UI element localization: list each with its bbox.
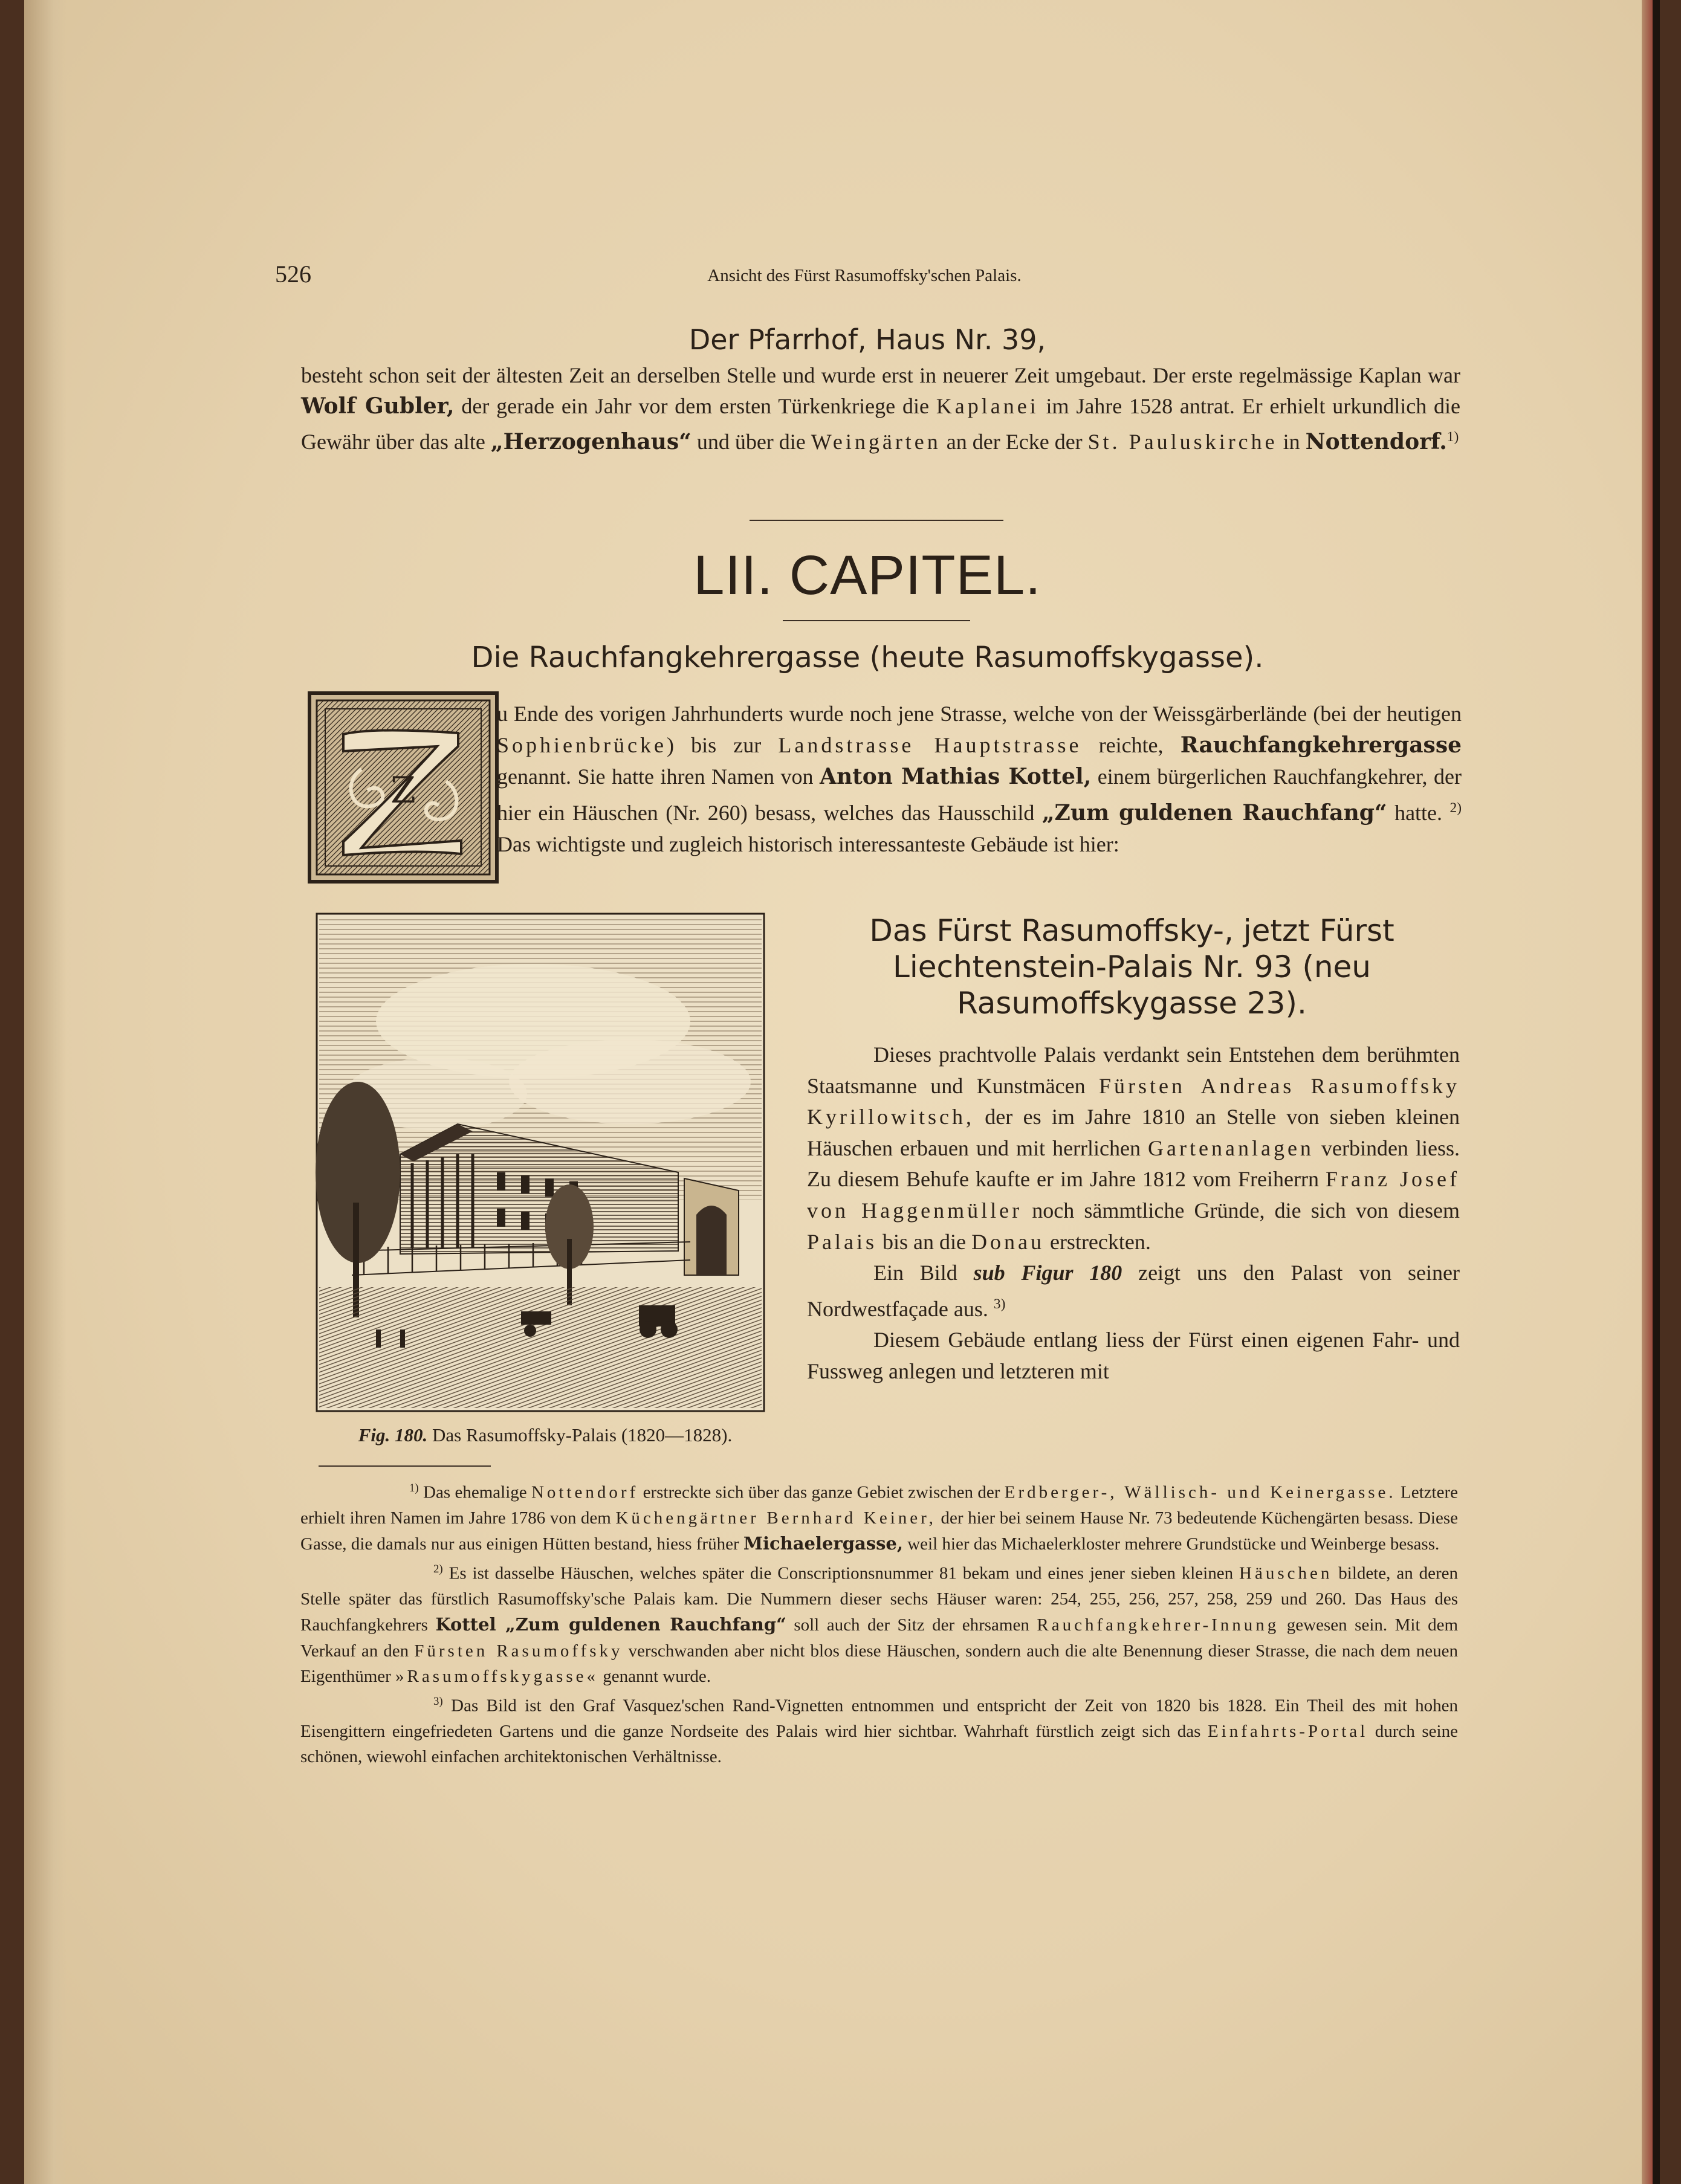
name-anton-kottel: Anton Mathias Kottel, [820, 764, 1092, 789]
name-haggenmueller: Franz Josef von Haggenmüller [807, 1167, 1460, 1223]
text-run: in [1277, 430, 1306, 454]
term-michaelergasse: Michaelergasse, [743, 1533, 903, 1554]
text-run: noch sämmtliche Gründe, die sich von diesem [1022, 1198, 1460, 1223]
figure-caption-text: Das Rasumoffsky-Palais (1820—1828). [432, 1424, 733, 1446]
text-run: verbinden liess. Zu diesem Behufe kaufte er im Jahre 1812 vom Freiherrn [807, 1136, 1460, 1192]
term-kottel: Kottel „Zum guldenen Rauchfang“ [435, 1614, 786, 1635]
figure-palais-engraving [316, 913, 765, 1412]
text-run: der es im Jahre 1810 an Stelle von sieben kleinen Häuschen erbauen und mit herrlichen [807, 1105, 1460, 1160]
text-run: bis an die [877, 1229, 971, 1254]
page-gutter-shadow [24, 0, 66, 2184]
term-herzogenhaus: „Herzogenhaus“ [490, 429, 692, 454]
book-cover-edge [1653, 0, 1660, 2184]
palais-heading: Das Fürst Rasumoffsky-, jetzt Fürst Liechtenstein-Palais Nr. 93 (neu Rasumoffskygasse 23). [869, 913, 1394, 1021]
chapter-title: LII. CAPITEL. [693, 544, 1041, 606]
divider-rule-short [783, 620, 970, 621]
footnotes [300, 1476, 1458, 1769]
term-innung: Rauchfangkehrer-Innung [1037, 1615, 1280, 1635]
footnote-3 [300, 1689, 1458, 1769]
palais-paragraph-3: Diesem Gebäude entlang liess der Fürst einen eigenen Fahr- und Fussweg anlegen und letzteren mit [807, 1328, 1460, 1383]
divider-rule [750, 520, 1003, 521]
text-run: an der Ecke der [941, 430, 1088, 454]
text-run: Das ehemalige [418, 1482, 531, 1502]
text-run: Das Bild ist den Graf Vasquez'schen Rand-Vignetten entnommen und entspricht der Zeit von 1820 bis 1828. Ein Theil des mit hohen Eisengittern eingefriedeten Gartens und die ganze Nordseite des Palais wird hier sichtbar. Wahrhaft fürstlich zeigt sich das [300, 1696, 1458, 1741]
text-run: genannt. Sie hatte ihren Namen von [497, 764, 820, 789]
footnote-ref-3: 3) [993, 1296, 1006, 1312]
footnote-ref-1: 1) [1446, 429, 1459, 445]
text-run: besteht schon seit der ältesten Zeit an derselben Stelle und wurde erst in neuerer Zeit umgebaut. Der erste regelmässige Kaplan war [301, 363, 1460, 387]
name-wolf-gubler: Wolf Gubler, [301, 393, 455, 419]
text-run: weil hier das Michaelerkloster mehrere Grundstücke und Weinberge besass. [902, 1534, 1440, 1554]
text-run: erstreckten. [1044, 1229, 1151, 1254]
text-run: reichte, [1081, 733, 1181, 757]
page-number: 526 [275, 260, 311, 288]
pfarrhof-heading: Der Pfarrhof, Haus Nr. 39, [688, 323, 1046, 356]
name-keiner: Küchengärtner Bernhard Keiner, [615, 1508, 936, 1528]
text-run: Es ist dasselbe Häuschen, welches später die Conscriptionsnummer 81 bekam und eines jener sieben kleinen [442, 1563, 1240, 1583]
palais-paragraph-1 [807, 1039, 1460, 1258]
term-sophienbruecke: Sophienbrücke [497, 733, 667, 757]
text-run: verschwanden aber nicht blos diese Häuschen, sondern auch die alte Benennung dieser Strasse, die nach dem neuen Eigenthümer [300, 1641, 1458, 1686]
term-rauchfangkehrergasse: Rauchfangkehrergasse [1180, 732, 1462, 758]
palais-text [807, 1039, 1460, 1388]
text-run: hatte. [1387, 801, 1450, 825]
term-kaplanei: Kaplanei [936, 394, 1039, 418]
figure-reference: sub Figur 180 [973, 1261, 1122, 1285]
footnote-mark: 3) [433, 1695, 443, 1708]
term-landstrasse: Landstrasse Hauptstrasse [778, 733, 1082, 757]
term-nottendorf: Nottendorf. [1305, 429, 1447, 454]
running-title: Ansicht des Fürst Rasumoffsky'schen Palais. [707, 266, 1022, 285]
term-donau: Donau [971, 1229, 1045, 1254]
text-run: Das wichtigste und zugleich historisch interessanteste Gebäude ist hier: [497, 832, 1119, 856]
drop-cap-letter: Z [390, 769, 416, 812]
pfarrhof-paragraph [301, 360, 1460, 457]
footnote-rule [319, 1465, 491, 1467]
text-run: im Jahre 1528 antrat. Er erhielt urkundlich die Gewähr über das alte [301, 394, 1460, 454]
footnote-1 [300, 1476, 1458, 1557]
text-run: ) bis zur [666, 733, 779, 757]
text-run: erstreckte sich über das ganze Gebiet zwischen der [638, 1482, 1005, 1502]
palais-paragraph-2 [807, 1258, 1460, 1325]
text-run: Letztere erhielt ihren Namen im Jahre 1786 von dem [300, 1482, 1458, 1528]
term-gassen: Erdberger-, Wällisch- und Keinergasse. [1004, 1482, 1396, 1502]
drop-cap-ornament [307, 691, 499, 884]
term-gartenanlagen: Gartenanlagen [1148, 1136, 1314, 1160]
footnote-mark: 2) [433, 1563, 443, 1576]
term-hausschild: „Zum guldenen Rauchfang“ [1041, 800, 1387, 825]
name-fuersten: Fürsten Rasumoffsky [414, 1641, 623, 1661]
text-run: der hier bei seinem Hause Nr. 73 bedeutende Küchengärten besass. Diese Gasse, die damals nur aus einigen Hütten bestand, hiess früher [300, 1508, 1458, 1554]
term-nottendorf: Nottendorf [531, 1482, 639, 1502]
text-run: einem bürgerlichen Rauchfangkehrer, der hier ein Häuschen (Nr. 260) besass, welches das Hausschild [497, 764, 1462, 825]
text-run: durch seine schönen, wiewohl einfachen architektonischen Verhältnisse. [300, 1721, 1458, 1766]
name-fuerst-rasumoffsky: Fürsten Andreas Rasumoffsky Kyrillowitsch, [807, 1073, 1460, 1129]
chapter-subtitle: Die Rauchfangkehrergasse (heute Rasumoffskygasse). [471, 641, 1264, 674]
figure-caption [316, 1424, 775, 1446]
term-haeuschen: Häuschen [1239, 1563, 1333, 1583]
term-palais: Palais [807, 1229, 877, 1254]
red-page-edge [1642, 0, 1653, 2184]
text-run: bildete, an deren Stelle später das fürstlich Rasumoffsky'sche Palais kam. Die Nummern dieser sechs Häuser waren: 254, 255, 256, 257, 258, 259 und 260. Das Haus des Rauchfangkehrers [300, 1563, 1459, 1635]
figure-label: Fig. 180. [358, 1424, 428, 1446]
term-rasumoffskygasse: »Rasumoffskygasse« [395, 1666, 598, 1686]
text-run: soll auch der Sitz der ehrsamen [786, 1615, 1037, 1635]
term-pauluskirche: St. Pauluskirche [1087, 430, 1278, 454]
text-run: genannt wurde. [598, 1666, 711, 1686]
intro-paragraph [497, 698, 1462, 860]
text-run: der gerade ein Jahr vor dem ersten Türkenkriege die [454, 394, 936, 418]
text-run: u Ende des vorigen Jahrhunderts wurde noch jene Strasse, welche von der Weissgärberlände (bei der heutigen [497, 702, 1462, 726]
text-run: Ein Bild [873, 1261, 974, 1285]
text-run: gewesen sein. Mit dem Verkauf an den [300, 1615, 1458, 1661]
footnote-ref-2: 2) [1449, 800, 1462, 816]
page-header [275, 260, 1454, 296]
text-run: Dieses prachtvolle Palais verdankt sein Entstehen dem berühmten Staatsmanne und Kunstmäcen [807, 1042, 1460, 1098]
term-portal: Einfahrts-Portal [1207, 1721, 1368, 1741]
text-run: zeigt uns den Palast von seiner Nordwestfaçade aus. [807, 1261, 1460, 1321]
footnote-2 [300, 1557, 1458, 1689]
footnote-mark: 1) [409, 1482, 419, 1494]
text-run: und über die [691, 430, 811, 454]
term-weingaerten: Weingärten [811, 430, 941, 454]
